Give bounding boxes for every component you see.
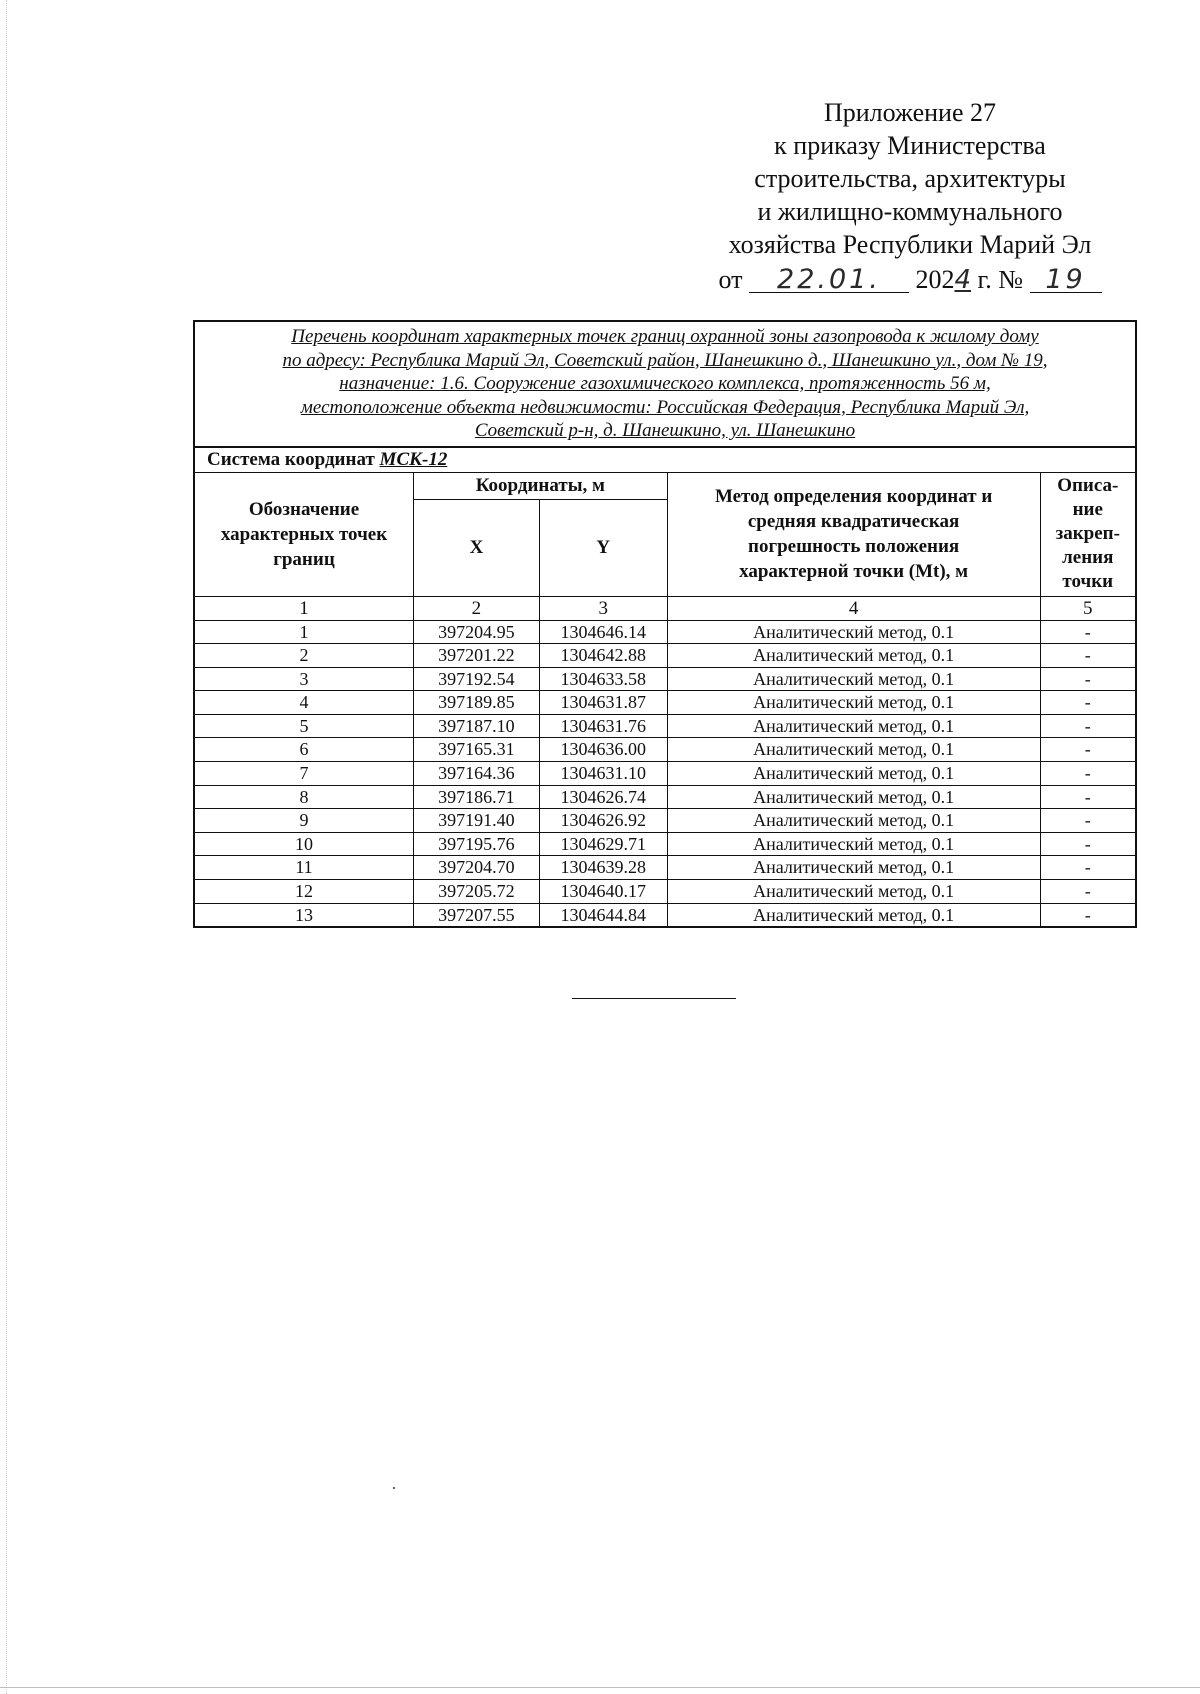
y-coordinate: 1304629.71	[539, 832, 667, 856]
x-coordinate: 397195.76	[414, 832, 540, 856]
method-cell: Аналитический метод, 0.1	[667, 644, 1040, 668]
col-description	[1040, 472, 1136, 596]
header-line-2: к приказу Министерства	[774, 131, 1046, 160]
description-cell: -	[1040, 620, 1136, 644]
caption-line-3: назначение: 1.6. Сооружение газохимического комплекса, протяженность 56 м,	[339, 373, 991, 394]
handwritten-date: 22.01.	[777, 264, 881, 295]
year-suffix: г. №	[977, 265, 1024, 294]
x-coordinate: 397186.71	[414, 785, 540, 809]
method-cell: Аналитический метод, 0.1	[667, 856, 1040, 880]
table-row	[194, 667, 1136, 691]
point-number: 13	[194, 903, 414, 927]
point-number: 7	[194, 762, 414, 786]
handwritten-year-digit: 4	[954, 265, 972, 295]
caption-line-5: Советский р-н, д. Шанешкино, ул. Шанешкино	[474, 420, 856, 441]
end-rule	[572, 998, 736, 999]
method-cell: Аналитический метод, 0.1	[667, 809, 1040, 833]
y-coordinate: 1304640.17	[539, 880, 667, 904]
method-cell: Аналитический метод, 0.1	[667, 691, 1040, 715]
method-cell: Аналитический метод, 0.1	[667, 738, 1040, 762]
table-row	[194, 809, 1136, 833]
header-line-1: Приложение 27	[823, 98, 997, 127]
point-number: 2	[194, 644, 414, 668]
col-x: X	[414, 499, 540, 596]
point-number: 9	[194, 809, 414, 833]
y-coordinate: 1304631.87	[539, 691, 667, 715]
col-y: Y	[539, 499, 667, 596]
col-method-l4: характерной точки (Mt), м	[739, 561, 969, 582]
colnum-5: 5	[1040, 596, 1136, 620]
x-coordinate: 397201.22	[414, 644, 540, 668]
y-coordinate: 1304646.14	[539, 620, 667, 644]
coord-system-value: МСК-12	[379, 448, 448, 470]
col-method-l3: погрешность положения	[748, 536, 960, 557]
col-method-l2: средняя квадратическая	[747, 511, 960, 532]
y-coordinate: 1304644.84	[539, 903, 667, 927]
x-coordinate: 397205.72	[414, 880, 540, 904]
method-cell: Аналитический метод, 0.1	[667, 620, 1040, 644]
number-field	[1030, 264, 1102, 295]
description-cell: -	[1040, 714, 1136, 738]
table-row	[194, 785, 1136, 809]
col-desc-l4: ления	[1062, 547, 1114, 568]
x-coordinate: 397165.31	[414, 738, 540, 762]
col-designation-l3: границ	[273, 548, 335, 570]
col-designation-l1: Обозначение	[248, 498, 360, 520]
table-body	[194, 620, 1136, 927]
x-coordinate: 397204.95	[414, 620, 540, 644]
y-coordinate: 1304633.58	[539, 667, 667, 691]
table-row	[194, 620, 1136, 644]
description-cell: -	[1040, 667, 1136, 691]
table-row	[194, 832, 1136, 856]
x-coordinate: 397164.36	[414, 762, 540, 786]
table-row	[194, 714, 1136, 738]
colnum-3: 3	[539, 596, 667, 620]
description-cell: -	[1040, 785, 1136, 809]
point-number: 12	[194, 880, 414, 904]
header-date-line	[700, 263, 1120, 297]
y-coordinate: 1304626.92	[539, 809, 667, 833]
col-desc-l3: закреп-	[1055, 523, 1120, 544]
coord-system-row	[194, 447, 1136, 473]
scan-edge-left	[6, 0, 7, 1694]
col-designation-l2: характерных точек	[220, 523, 388, 545]
col-desc-l2: ние	[1072, 499, 1103, 520]
method-cell: Аналитический метод, 0.1	[667, 714, 1040, 738]
colnum-4: 4	[667, 596, 1040, 620]
table-caption	[194, 321, 1136, 447]
y-coordinate: 1304626.74	[539, 785, 667, 809]
x-coordinate: 397191.40	[414, 809, 540, 833]
handwritten-number: 19	[1045, 264, 1086, 295]
caption-line-2: по адресу: Республика Марий Эл, Советский район, Шанешкино д., Шанешкино ул., дом № 19,	[282, 349, 1048, 371]
col-method	[667, 472, 1040, 596]
col-designation	[194, 472, 414, 596]
scan-edge-bottom	[0, 1687, 1200, 1688]
caption-row	[194, 321, 1136, 447]
x-coordinate: 397189.85	[414, 691, 540, 715]
point-number: 6	[194, 738, 414, 762]
method-cell: Аналитический метод, 0.1	[667, 880, 1040, 904]
col-coords: Координаты, м	[414, 472, 668, 499]
col-desc-l1: Описа-	[1057, 475, 1119, 496]
method-cell: Аналитический метод, 0.1	[667, 785, 1040, 809]
table-row	[194, 856, 1136, 880]
point-number: 11	[194, 856, 414, 880]
table-row	[194, 738, 1136, 762]
scan-speck	[393, 1487, 395, 1489]
header-line-5: хозяйства Республики Марий Эл	[728, 230, 1092, 259]
description-cell: -	[1040, 880, 1136, 904]
caption-line-4: местоположение объекта недвижимости: Российская Федерация, Республика Марий Эл,	[300, 396, 1030, 418]
table-row	[194, 903, 1136, 927]
coordinates-table	[193, 320, 1137, 928]
point-number: 4	[194, 691, 414, 715]
point-number: 10	[194, 832, 414, 856]
colnum-1: 1	[194, 596, 414, 620]
description-cell: -	[1040, 691, 1136, 715]
method-cell: Аналитический метод, 0.1	[667, 832, 1040, 856]
point-number: 3	[194, 667, 414, 691]
y-coordinate: 1304631.10	[539, 762, 667, 786]
y-coordinate: 1304639.28	[539, 856, 667, 880]
point-number: 1	[194, 620, 414, 644]
y-coordinate: 1304636.00	[539, 738, 667, 762]
date-field	[749, 264, 909, 295]
x-coordinate: 397192.54	[414, 667, 540, 691]
year-printed: 202	[915, 265, 955, 294]
x-coordinate: 397204.70	[414, 856, 540, 880]
y-coordinate: 1304642.88	[539, 644, 667, 668]
coord-system	[194, 447, 1136, 473]
y-coordinate: 1304631.76	[539, 714, 667, 738]
x-coordinate: 397207.55	[414, 903, 540, 927]
from-label: от	[718, 265, 743, 294]
col-desc-l5: точки	[1062, 571, 1114, 592]
description-cell: -	[1040, 856, 1136, 880]
column-number-row	[194, 596, 1136, 620]
caption-line-1: Перечень координат характерных точек границ охранной зоны газопровода к жилому дому	[291, 326, 1039, 347]
point-number: 5	[194, 714, 414, 738]
table-row	[194, 691, 1136, 715]
header-row-1	[194, 472, 1136, 499]
description-cell: -	[1040, 644, 1136, 668]
appendix-header	[700, 96, 1120, 297]
x-coordinate: 397187.10	[414, 714, 540, 738]
description-cell: -	[1040, 738, 1136, 762]
point-number: 8	[194, 785, 414, 809]
table-row	[194, 762, 1136, 786]
method-cell: Аналитический метод, 0.1	[667, 762, 1040, 786]
header-line-3: строительства, архитектуры	[754, 164, 1066, 193]
colnum-2: 2	[414, 596, 540, 620]
description-cell: -	[1040, 903, 1136, 927]
table-row	[194, 880, 1136, 904]
table-row	[194, 644, 1136, 668]
coord-system-label: Система координат	[207, 448, 375, 470]
description-cell: -	[1040, 832, 1136, 856]
header-line-4: и жилищно-коммунального	[757, 197, 1063, 226]
col-method-l1: Метод определения координат и	[714, 486, 993, 507]
description-cell: -	[1040, 809, 1136, 833]
method-cell: Аналитический метод, 0.1	[667, 667, 1040, 691]
description-cell: -	[1040, 762, 1136, 786]
method-cell: Аналитический метод, 0.1	[667, 903, 1040, 927]
